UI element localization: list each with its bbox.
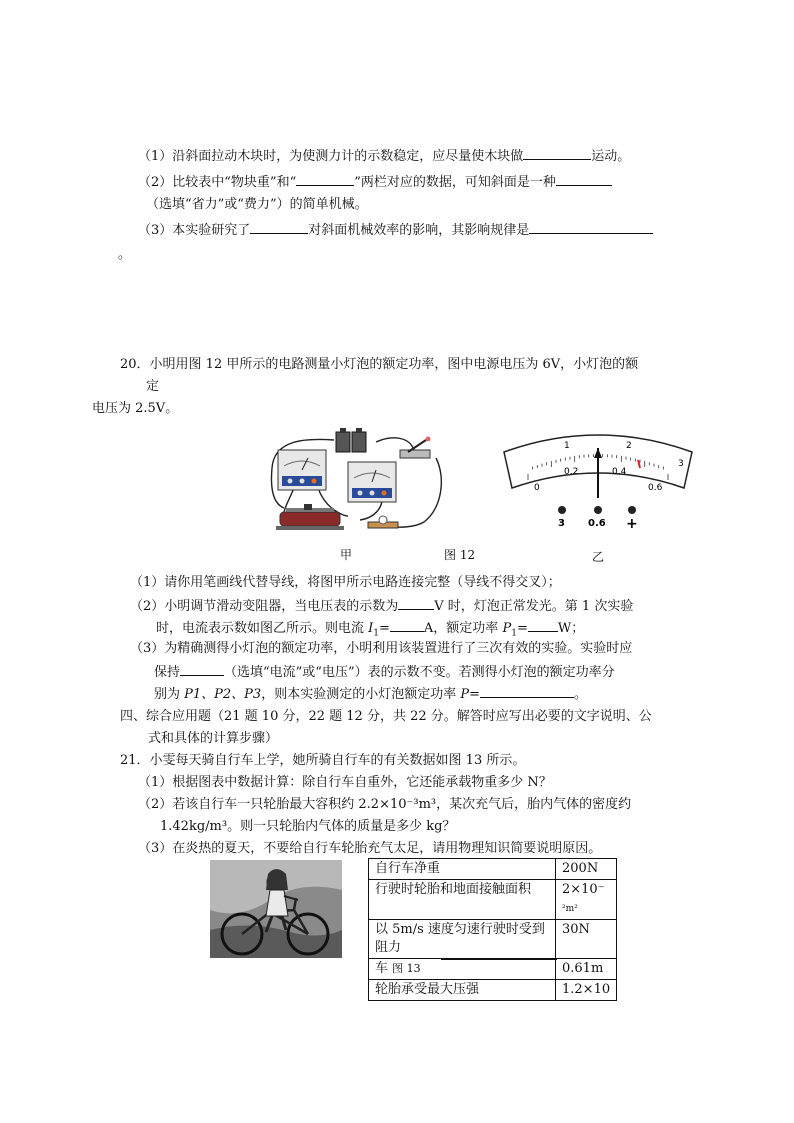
q21-intro: 21．小雯每天骑自行车上学，她所骑自行车的有关数据如图 13 所示。 (120, 753, 526, 768)
cell-text: 自行车净重 (375, 861, 441, 876)
table-cell (556, 880, 617, 920)
cell-text: 200N (562, 861, 599, 876)
cell-text: ²m² (562, 904, 578, 914)
bulb (368, 516, 398, 528)
table-row (369, 980, 617, 1001)
q21-part3: （3）在炎热的夏天，不要给自行车轮胎充气太足，请用物理知识简要说明原因。 (138, 841, 602, 856)
q20-part2-line2 (156, 618, 584, 643)
var-I: I (368, 621, 374, 636)
answer-blank[interactable] (398, 596, 434, 610)
scale-bottom-0: 0 (534, 483, 540, 493)
table-cell (369, 980, 556, 1001)
answer-blank[interactable] (556, 172, 612, 186)
scale-top-2: 2 (626, 441, 632, 451)
table-cell (556, 980, 617, 1001)
terminal-06-label: 0.6 (588, 518, 606, 529)
cell-text: 30N (562, 922, 590, 937)
cell-text: 以 5m/s 速度匀速行驶时受到 (375, 922, 545, 937)
table-cell (369, 959, 556, 980)
eq-sign: = (379, 621, 390, 636)
q20-part2-tail: V 时，灯泡正常发光。第 1 次实验 (434, 599, 634, 614)
q20-part3-line1: （3）为精确测得小灯泡的额定功率，小明利用该装置进行了三次有效的实验。实验时应 (130, 641, 633, 656)
q19-part3-text: （3）本实验研究了 (138, 223, 251, 238)
q20-part3c-text: 别为 (154, 687, 185, 702)
section4-heading: 四、综合应用题（21 题 10 分，22 题 12 分，共 22 分。解答时应写出必要的文字说明、公 (120, 709, 652, 724)
terminal-3[interactable] (558, 506, 566, 514)
ammeter-dial (498, 428, 698, 532)
q19-part2-mid: ”两栏对应的数据，可知斜面是一种 (354, 175, 556, 190)
q21-part2-line2: 1.42kg/m³。则一只轮胎内气体的质量是多少 kg？ (160, 819, 456, 834)
caption-jia: 甲 (340, 548, 353, 562)
q20-part3b-text: 保持 (154, 665, 181, 680)
scale-bottom-2: 0.4 (612, 467, 627, 477)
q19-part1-tail: 运动。 (591, 149, 631, 164)
caption-fig12: 图 12 (444, 548, 476, 562)
answer-blank[interactable] (250, 220, 308, 234)
scale-top-3: 3 (678, 459, 684, 469)
answer-blank[interactable] (523, 146, 591, 160)
scale-bottom-3: 0.6 (648, 483, 663, 493)
cell-text: 0.61m (562, 961, 604, 976)
var-P: P (460, 687, 470, 702)
var-P-sub: 1 (511, 628, 517, 639)
terminal-plus-label: + (626, 516, 638, 532)
bicycle-data-table (368, 858, 617, 1001)
fig13-label: 图 13 (392, 962, 421, 975)
table-row (369, 880, 617, 920)
rheostat (276, 504, 344, 530)
q20-part3b-tail: （选填“电流”或“电压”）表的示数不变。若测得小灯泡的额定功率分 (224, 665, 615, 680)
q19-part1-text: （1）沿斜面拉动木块时，为使测力计的示数稳定，应尽量使木块做 (138, 149, 524, 164)
cell-text: 行驶时轮胎和地面接触面积 (375, 882, 532, 897)
q19-part3-end: 。 (118, 247, 132, 262)
q20-intro-line2: 电压为 2.5V。 (92, 401, 179, 416)
answer-blank[interactable] (528, 618, 558, 632)
answer-blank[interactable] (296, 172, 354, 186)
q19-part1 (138, 146, 630, 166)
terminal-06[interactable] (594, 506, 602, 514)
q19-part2 (138, 172, 612, 192)
q20-part2b-mid: A，额定功率 (423, 621, 503, 636)
voltmeter (348, 462, 396, 502)
terminal-plus[interactable] (628, 506, 636, 514)
circuit-diagram (264, 428, 446, 538)
table-cell (556, 959, 617, 980)
eq-sign: = (516, 621, 528, 636)
table-cell (556, 859, 617, 880)
answer-blank[interactable] (529, 220, 653, 234)
q21-part1: （1）根据图表中数据计算：除自行车自重外，它还能承载物重多少 N？ (138, 775, 552, 790)
battery (336, 428, 366, 452)
table-cell (369, 920, 556, 959)
scale-top-1: 1 (564, 441, 570, 451)
q20-part3c-tail: 。 (574, 687, 588, 702)
cell-text: 阻力 (375, 940, 402, 955)
var-I-sub: 1 (373, 628, 380, 639)
cell-text: 1.2×10 (562, 982, 611, 997)
table-cell (369, 859, 556, 880)
q20-part2-line1 (130, 596, 633, 616)
q20-part2b-text: 时，电流表示数如图乙所示。则电流 (156, 621, 369, 636)
var-P: P (502, 621, 512, 636)
q20-part2b-tail: W； (557, 621, 585, 636)
bicycle-girl-illustration (210, 860, 342, 958)
q20-part3c-mid: ，则本实验测定的小灯泡额定功率 (261, 687, 461, 702)
cell-text: 轮胎承受最大压强 (375, 982, 480, 997)
var-P123: P1、P2、P3 (184, 687, 262, 702)
caption-yi: 乙 (592, 550, 605, 564)
q20-intro-wrap: 定 (146, 379, 160, 394)
q20-part2-text: （2）小明调节滑动变阻器，当电压表的示数为 (130, 599, 399, 614)
table-row (369, 859, 617, 880)
q20-part1: （1）请你用笔画线代替导线，将图甲所示电路连接完整（导线不得交叉）； (130, 575, 561, 590)
q19-part3 (138, 220, 653, 240)
q20-part3-line2 (154, 662, 615, 682)
q19-part2-text: （2）比较表中“物块重”和“ (138, 175, 297, 190)
section4-heading-line2: 式和具体的计算步骤） (148, 731, 279, 746)
table-row (369, 959, 617, 980)
answer-blank[interactable] (390, 618, 424, 632)
table-row (369, 920, 617, 959)
q21-part2-line1: （2）若该自行车一只轮胎最大容积约 2.2×10⁻³m³，某次充气后，胎内气体的密度约 (138, 797, 632, 812)
q19-part3-mid: 对斜面机械效率的影响，其影响规律是 (308, 223, 530, 238)
q19-part2-line2: （选填“省力”或“费力”）的简单机械。 (146, 197, 368, 212)
q20-part3-line3 (154, 684, 587, 704)
table-cell (556, 920, 617, 959)
answer-blank[interactable] (480, 684, 574, 698)
cell-text: 2×10⁻ (562, 882, 605, 897)
scale-bottom-1: 0.2 (564, 467, 579, 477)
ammeter (278, 450, 326, 490)
q20-intro: 20．小明用图 12 甲所示的电路测量小灯泡的额定功率，图中电源电压为 6V，小灯泡的额 (120, 357, 639, 372)
cell-text: 车 (375, 961, 389, 976)
eq-sign: = (469, 687, 480, 702)
answer-blank[interactable] (180, 662, 224, 676)
table-cell (369, 880, 556, 920)
terminal-3-label: 3 (558, 518, 565, 529)
